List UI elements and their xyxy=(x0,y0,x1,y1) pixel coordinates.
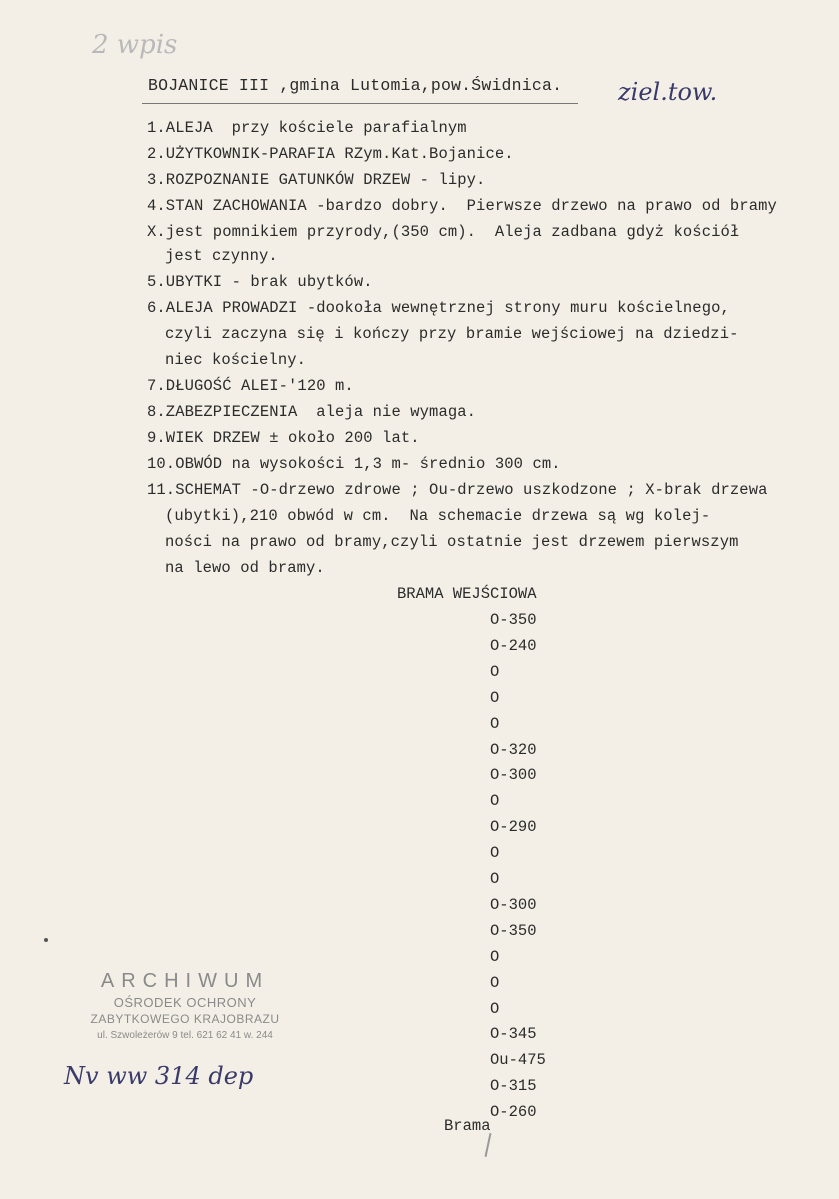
stamp-line-2: OŚRODEK OCHRONY xyxy=(113,995,257,1010)
text-line-4c: jest czynny. xyxy=(165,247,278,265)
text-line-11c: ności na prawo od bramy,czyli ostatnie jest drzewem pierwszym xyxy=(165,533,739,551)
scheme-item: O-315 xyxy=(490,1077,537,1096)
scheme-item: O xyxy=(490,688,500,707)
scheme-bottom-label: Brama xyxy=(444,1117,491,1135)
text-line-9: 9.WIEK DRZEW ± około 200 lat. xyxy=(147,429,420,447)
scheme-item: O-345 xyxy=(490,1025,537,1044)
text-line-10: 10.OBWÓD na wysokości 1,3 m- średnio 300 cm. xyxy=(147,455,561,473)
scheme-item: O xyxy=(490,714,500,733)
punch-dot xyxy=(44,938,48,942)
text-line-6c: niec kościelny. xyxy=(165,351,307,369)
scheme-item: O-350 xyxy=(490,921,537,940)
text-line-11b: (ubytki),210 obwód w cm. Na schemacie drzewa są wg kolej- xyxy=(165,507,711,525)
text-line-4: 4.STAN ZACHOWANIA -bardzo dobry. Pierwsze drzewo na prawo od bramy xyxy=(147,197,777,215)
text-line-7: 7.DŁUGOŚĆ ALEI-'120 m. xyxy=(147,377,354,395)
archive-stamp xyxy=(70,970,300,1041)
scheme-item: O xyxy=(490,999,500,1018)
pen-mark xyxy=(485,1133,492,1157)
scheme-item: O-260 xyxy=(490,1103,537,1122)
scheme-item: Ou-475 xyxy=(490,1051,546,1070)
text-line-2: 2.UŻYTKOWNIK-PARAFIA RZym.Kat.Bojanice. xyxy=(147,145,514,163)
scheme-item: O-320 xyxy=(490,740,537,759)
scheme-top-label: BRAMA WEJŚCIOWA xyxy=(397,585,537,603)
text-line-11d: na lewo od bramy. xyxy=(165,559,325,577)
stamp-line-1: ARCHIWUM xyxy=(100,970,270,992)
scheme-item: O-350 xyxy=(490,611,537,629)
scheme-item: O xyxy=(490,870,500,888)
scheme-item: O-300 xyxy=(490,895,537,914)
scheme-item: O xyxy=(490,844,500,863)
scheme-item: O xyxy=(490,662,500,681)
handwritten-note-bottom-left: Nv ww 314 dep xyxy=(64,1062,254,1090)
text-line-1: 1.ALEJA przy kościele parafialnym xyxy=(147,119,467,137)
text-line-4b: X.jest pomnikiem przyrody,(350 cm). Aleja zadbana gdyż kościół xyxy=(147,223,740,241)
header-underline xyxy=(142,103,578,104)
scheme-item: O xyxy=(490,792,500,811)
text-line-8: 8.ZABEZPIECZENIA aleja nie wymaga. xyxy=(147,403,477,421)
stamp-line-4: ul. Szwoleżerów 9 tel. 621 62 41 w. 244 xyxy=(97,1030,273,1041)
scheme-item: O-240 xyxy=(490,636,537,655)
scheme-item: O-300 xyxy=(490,766,537,785)
text-line-6b: czyli zaczyna się i kończy przy bramie wejściowej na dziedzi- xyxy=(165,325,739,343)
scheme-item: O xyxy=(490,973,500,992)
stamp-line-3: ZABYTKOWEGO KRAJOBRAZU xyxy=(90,1012,280,1026)
scheme-item: O xyxy=(490,947,500,966)
document-header: BOJANICE III ,gmina Lutomia,pow.Świdnica. xyxy=(148,76,563,95)
text-line-6: 6.ALEJA PROWADZI -dookoła wewnętrznej strony muru kościelnego, xyxy=(147,299,730,317)
handwritten-note-top-right: ziel.tow. xyxy=(618,78,718,106)
scheme-item: O-290 xyxy=(490,818,537,837)
handwritten-note-top-left: 2 wpis xyxy=(92,30,178,60)
text-line-3: 3.ROZPOZNANIE GATUNKÓW DRZEW - lipy. xyxy=(147,171,486,189)
text-line-11: 11.SCHEMAT -O-drzewo zdrowe ; Ou-drzewo uszkodzone ; X-brak drzewa xyxy=(147,481,768,499)
text-line-5: 5.UBYTKI - brak ubytków. xyxy=(147,273,373,291)
